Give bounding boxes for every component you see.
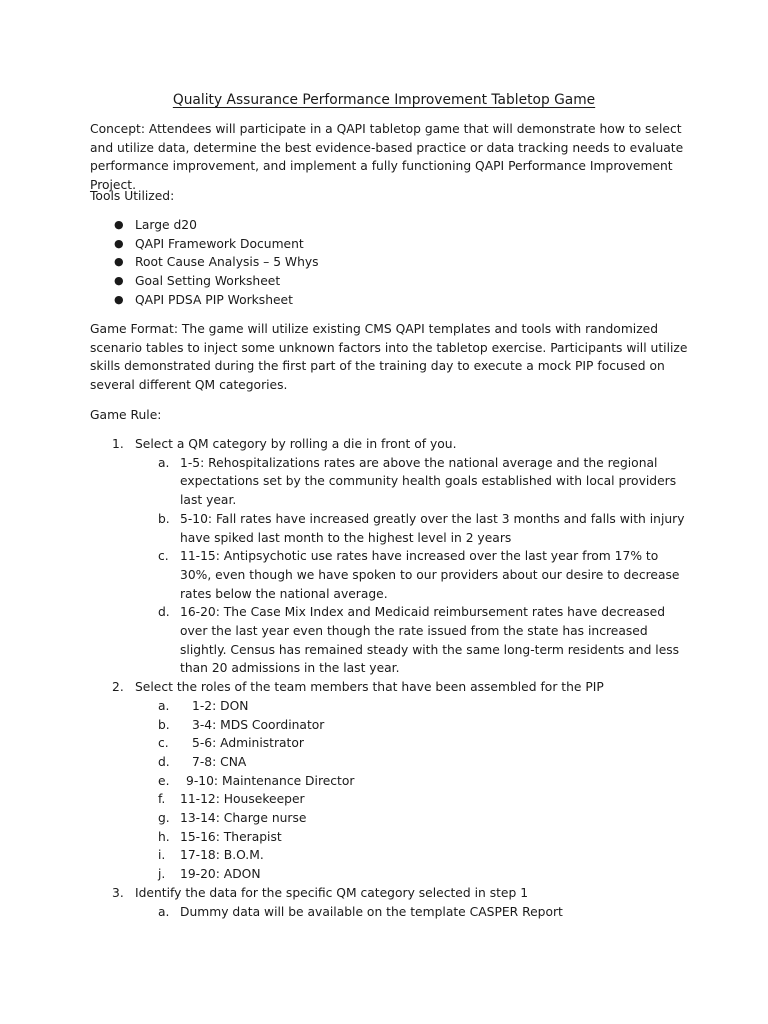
bullet-icon: ●: [114, 292, 124, 306]
tools-list: [90, 216, 319, 309]
list-item: a. 1-2: DON: [158, 698, 249, 713]
list-item: a. 1-5: Rehospitalizations rates are above the national average and the regional expectations set by the community health goals established with local providers last year.: [158, 455, 677, 508]
list-item: d. 16-20: The Case Mix Index and Medicaid reimbursement rates have decreased over the last year even though the rate issued from the state has increased slightly. Census has remained steady with the same long-term residents and less than 20 admissions in the last year.: [158, 605, 680, 676]
list-item: ● Root Cause Analysis – 5 Whys: [90, 253, 319, 272]
game-rule-heading: Game Rule:: [90, 408, 162, 422]
tools-heading: Tools Utilized:: [90, 189, 175, 203]
list-item: g. 13-14: Charge nurse: [158, 811, 307, 826]
list-item: ● Large d20: [90, 216, 319, 235]
list-item: ● Goal Setting Worksheet: [90, 272, 319, 291]
qm-category-list: [135, 454, 690, 678]
data-list: [135, 903, 690, 922]
bullet-icon: ●: [114, 274, 124, 288]
game-rules-list: [90, 435, 690, 921]
game-format-paragraph: Game Format: The game will utilize existing CMS QAPI templates and tools with randomized scenario tables to inject some unknown factors into the tabletop exercise. Participants will utilize skills demonstrated during the first part of the training day to execute a mock PIP focused on several different QM categories.: [90, 322, 688, 393]
list-item: j. 19-20: ADON: [158, 867, 261, 882]
list-item: d. 7-8: CNA: [158, 754, 247, 769]
list-item: c. 11-15: Antipsychotic use rates have increased over the last year from 17% to 30%, even though we have spoken to our providers about our desire to decrease rates below the national average.: [158, 549, 680, 601]
bullet-icon: ●: [114, 218, 124, 231]
list-item: b. 5-10: Fall rates have increased greatly over the last 3 months and falls with injury have spiked last month to the highest level in 2 years: [158, 511, 685, 545]
rule-item: 3. Identify the data for the specific QM category selected in step 1 a. Dummy data will be available on the template CASPER Report: [90, 884, 690, 921]
bullet-icon: ●: [114, 236, 124, 250]
list-item: i. 17-18: B.O.M.: [158, 848, 264, 863]
concept-paragraph: Concept: Attendees will participate in a QAPI tabletop game that will demonstrate how to select and utilize data, determine the best evidence-based practice or data tracking needs to evaluate performance improvement, and implement a fully functioning QAPI Performance Improvement Project.: [90, 122, 684, 193]
team-roles-list: [135, 697, 690, 884]
rule-item: 2. Select the roles of the team members that have been assembled for the PIP a. 1-2: DON b. 3-4: MDS Coordinator c. 5-6: Administrator d. 7-8: CNA e. 9-10: Maintenance Director f. 11-12: Housekeeper g. 13-14: Charge nurse h. 15-16: Therapist i. 17-18: B.O.M. j. 19-20: ADON: [90, 678, 690, 884]
list-item: c. 5-6: Administrator: [158, 736, 304, 751]
list-item: ● QAPI Framework Document: [90, 235, 319, 254]
list-item: b. 3-4: MDS Coordinator: [158, 717, 325, 732]
bullet-icon: ●: [114, 255, 124, 269]
document-title: Quality Assurance Performance Improvement Tabletop Game: [172, 92, 596, 108]
rule-item: 1. Select a QM category by rolling a die in front of you. a. 1-5: Rehospitalizations rates are above the national average and the regional expectations set by the community health goals established with local providers last year. b. 5-10: Fall rates have increased greatly over the last 3 months and falls with injury have spiked last month to the highest level in 2 years c. 11-15: Antipsychotic use rates have increased over the last year from 17% to 30%, even though we have spoken to our providers about our desire to decrease rates below the national average. d. 16-20: The Case Mix Index and Medicaid reimbursement rates have decreased over the last year even though the rate issued from the state has increased slightly. Census has remained steady with the same long-term residents and less than 20 admissions in the last year.: [90, 435, 690, 678]
list-item: h. 15-16: Therapist: [158, 829, 282, 844]
list-item: a. Dummy data will be available on the template CASPER Report: [158, 904, 563, 919]
list-item: f. 11-12: Housekeeper: [158, 792, 305, 807]
list-item: ● QAPI PDSA PIP Worksheet: [90, 291, 319, 310]
list-item: e. 9-10: Maintenance Director: [158, 773, 355, 788]
